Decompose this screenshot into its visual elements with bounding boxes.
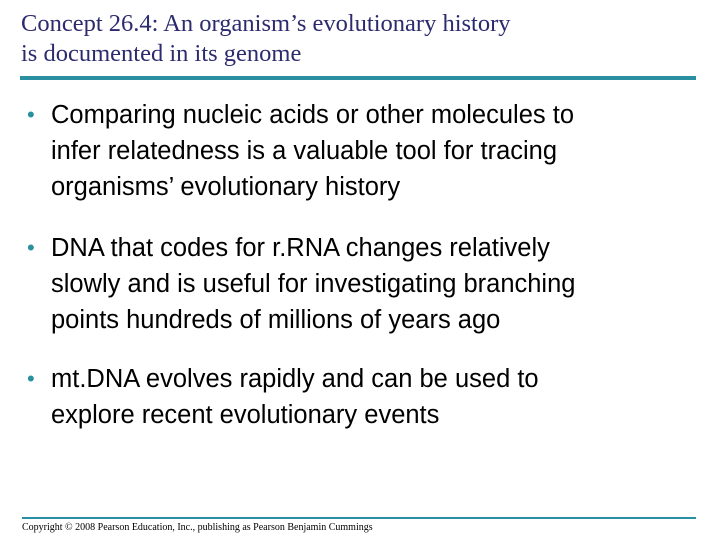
bullet-text-line: infer relatedness is a valuable tool for tracing xyxy=(51,137,558,165)
bullet-marker: • xyxy=(27,366,35,391)
slide-title-line-1: Concept 26.4: An organism’s evolutionary history xyxy=(21,10,511,37)
bullet-text xyxy=(51,97,711,205)
bullet-text-line: explore recent evolutionary events xyxy=(51,401,440,429)
bullet-marker: • xyxy=(27,102,35,127)
footer-divider xyxy=(22,517,696,519)
bullet-text-line: organisms’ evolutionary history xyxy=(51,173,401,201)
bullet-text-line: points hundreds of millions of years ago xyxy=(51,306,501,334)
title-divider xyxy=(20,76,696,80)
bullet-text-line: slowly and is useful for investigating branching xyxy=(51,270,576,298)
bullet-text-line: DNA that codes for r.RNA changes relatively xyxy=(51,234,550,262)
bullet-text xyxy=(51,361,711,433)
slide-title-line-2: is documented in its genome xyxy=(21,40,302,67)
bullet-text-line: Comparing nucleic acids or other molecules to xyxy=(51,101,574,129)
bullet-marker: • xyxy=(27,235,35,260)
copyright-notice: Copyright © 2008 Pearson Education, Inc., publishing as Pearson Benjamin Cummings xyxy=(22,522,373,533)
bullet-text-line: mt.DNA evolves rapidly and can be used to xyxy=(51,365,539,393)
slide-title xyxy=(21,9,701,69)
bullet-text xyxy=(51,230,711,338)
